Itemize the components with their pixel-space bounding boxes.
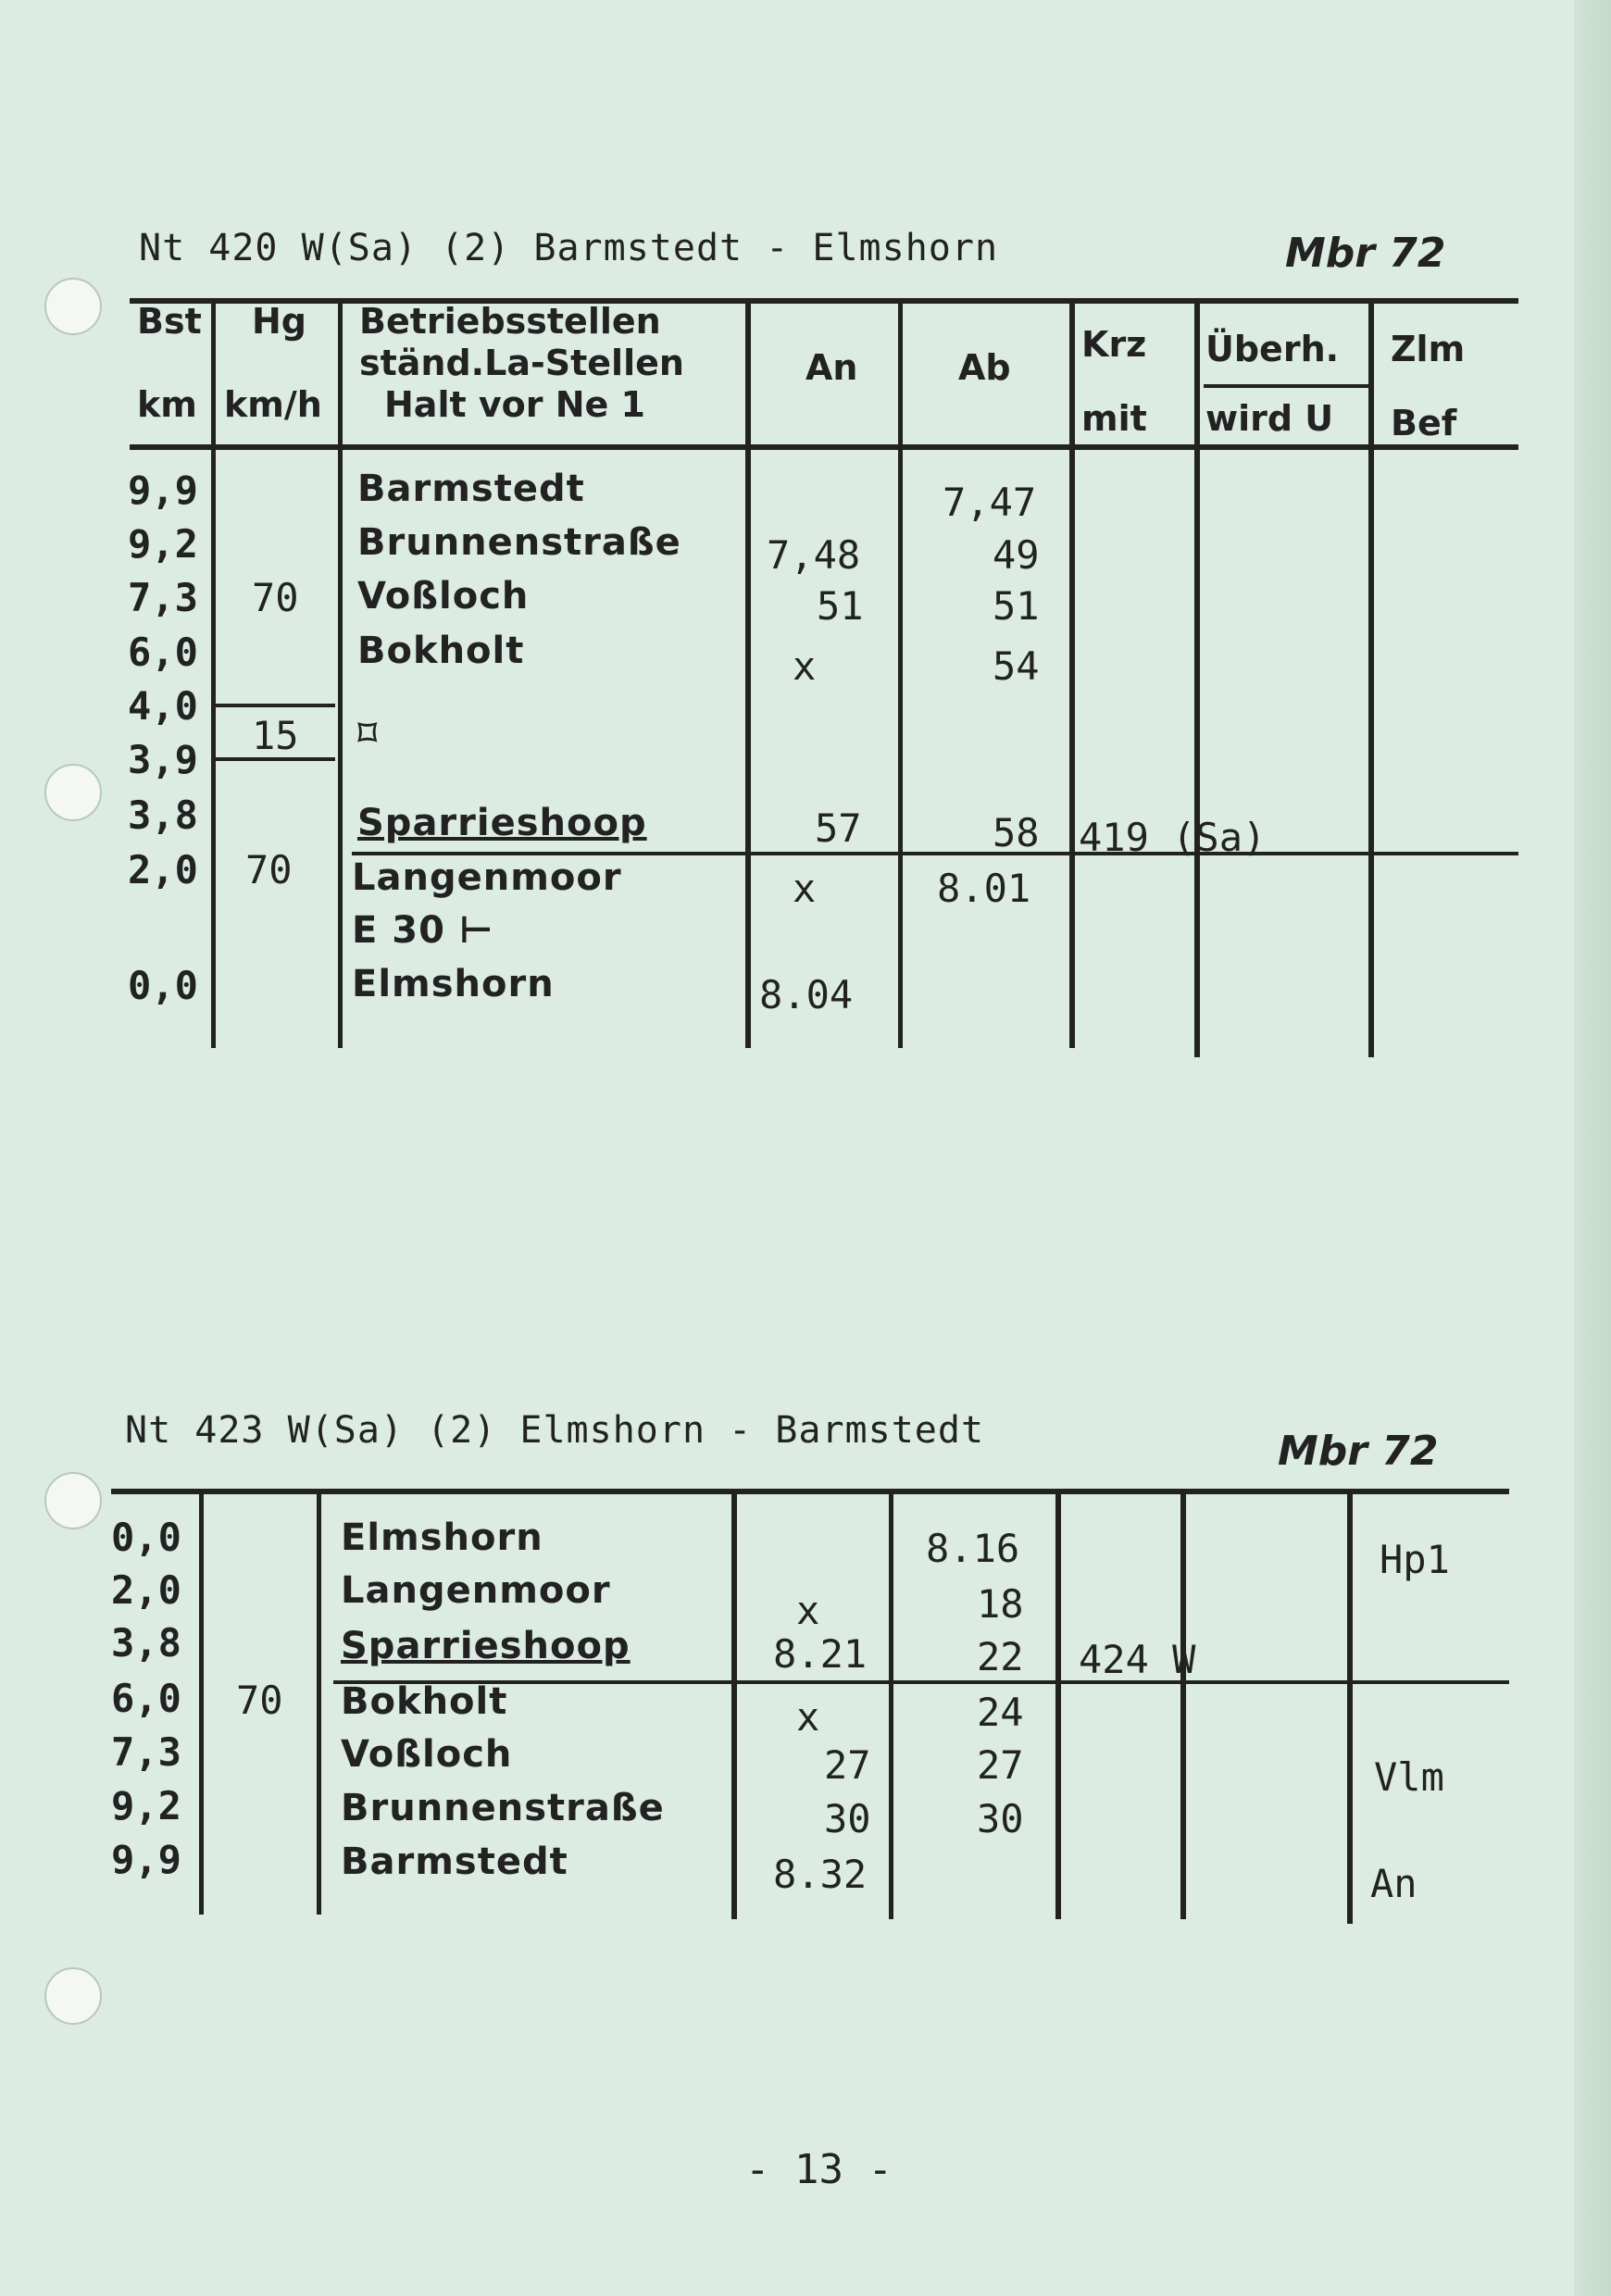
table2-section-rule [333,1680,1509,1684]
table1-col-line [898,298,903,1048]
table1-col-line [1194,298,1200,1057]
table2-col-line [1347,1489,1353,1924]
t1-station: Brunnenstraße [357,521,681,564]
punch-hole [44,764,102,821]
header-betriebsstellen: Betriebsstellen [359,301,661,342]
table1-col-line [1368,298,1374,1057]
t1-station: Barmstedt [357,468,585,510]
t2-station: Elmshorn [341,1516,543,1559]
t2-station: Barmstedt [341,1841,568,1883]
t1-km: 7,3 [128,575,198,620]
t2-hg: 70 [236,1678,283,1723]
t2-an: 30 [824,1796,871,1841]
table2-title: Nt 423 W(Sa) (2) Elmshorn - Barmstedt [125,1409,985,1452]
t2-km: 6,0 [111,1676,181,1721]
t2-zlm: Vlm [1374,1754,1444,1800]
table1-col-line [745,298,751,1048]
t2-ab: 27 [977,1742,1024,1788]
t2-station: Sparrieshoop [341,1625,631,1667]
t1-an: 7,48 [767,532,861,578]
table2-col-line [317,1489,321,1915]
t1-km: 0,0 [128,963,198,1008]
t1-station: Langenmoor [352,856,622,899]
t1-ab: 7,47 [943,480,1037,525]
t1-an: x [793,643,817,689]
page-edge [1574,0,1611,2296]
t1-station: Elmshorn [352,963,555,1005]
punch-hole [44,1967,102,2025]
t1-an: 8.04 [759,972,854,1017]
table1-uberh-rule [1204,384,1370,388]
header-mit: mit [1081,398,1147,439]
t1-station: Bokholt [357,630,525,672]
table1-col-line [1069,298,1075,1048]
page-number: - 13 - [745,2146,893,2193]
t1-km: 6,0 [128,630,198,675]
t2-an: 27 [824,1742,871,1788]
t1-ab: 51 [993,583,1040,629]
t1-station: Voßloch [357,575,530,618]
t1-ab: 58 [993,810,1040,855]
header-an: An [806,347,858,388]
table2-col-line [1055,1489,1061,1919]
table1-col-line [211,298,216,1048]
punch-hole [44,278,102,335]
header-krz: Krz [1081,324,1147,365]
t1-ab: 8.01 [937,866,1031,911]
t2-km: 7,3 [111,1729,181,1775]
t2-km: 2,0 [111,1567,181,1613]
t1-km: 9,2 [128,521,198,567]
table1-title: Nt 420 W(Sa) (2) Barmstedt - Elmshorn [139,227,999,269]
t1-km: 3,8 [128,792,198,838]
punch-hole [44,1472,102,1529]
table2-col-line [889,1489,893,1919]
table2-col-line [731,1489,737,1919]
t1-symbol: ⌑ [357,713,379,755]
t2-ab: 30 [977,1796,1024,1841]
t1-hg: 70 [252,575,299,620]
header-km: km [137,384,197,425]
t2-an: 8.21 [773,1631,868,1677]
t2-ab: 22 [977,1634,1024,1679]
t1-an: 57 [815,805,862,851]
t1-hg: 70 [245,847,293,892]
t2-km: 9,2 [111,1783,181,1828]
table2-col-line [1180,1489,1186,1919]
t2-an: 8.32 [773,1852,868,1897]
t2-zlm: Hp1 [1380,1537,1450,1582]
t2-ab: 18 [977,1581,1024,1627]
t2-krz: 424 W [1079,1637,1196,1682]
header-uberh: Überh. [1205,329,1340,369]
header-zlm: Zlm [1391,329,1466,369]
t2-station: Bokholt [341,1680,508,1723]
table2-mbr: Mbr 72 [1278,1428,1439,1475]
t1-ab: 54 [993,643,1040,689]
table2-col-line [199,1489,204,1915]
t1-krz: 419 (Sa) [1079,815,1267,860]
header-wird: wird U [1205,398,1334,439]
table1-section-rule [352,852,1518,855]
t2-km: 0,0 [111,1515,181,1560]
t1-km: 9,9 [128,468,198,513]
header-kmh: km/h [224,384,322,425]
header-ab: Ab [958,347,1011,388]
t1-station: E 30 ⊢ [352,909,494,952]
t2-station: Langenmoor [341,1569,611,1612]
header-la-stellen: ständ.La-Stellen [359,343,684,383]
t1-km: 2,0 [128,847,198,892]
t1-hg: 15 [252,713,299,758]
table1-col-line [338,298,343,1048]
t2-station: Brunnenstraße [341,1787,665,1829]
t2-an: x [796,1694,820,1740]
table1-box-top [215,704,335,707]
t2-station: Voßloch [341,1733,513,1776]
t2-an: x [796,1588,820,1633]
header-bef: Bef [1391,403,1457,443]
t1-km: 4,0 [128,683,198,729]
t1-ab: 49 [993,532,1040,578]
t2-ab: 24 [977,1690,1024,1735]
t1-km: 3,9 [128,737,198,782]
t2-ab: 8.16 [926,1526,1020,1571]
header-halt: Halt vor Ne 1 [384,384,645,425]
t1-an: x [793,866,817,911]
t1-station: Sparrieshoop [357,802,647,844]
table1-mbr: Mbr 72 [1285,230,1446,277]
t2-zlm: An [1370,1861,1417,1906]
t1-an: 51 [817,583,864,629]
header-hg: Hg [252,301,307,342]
t2-km: 3,8 [111,1620,181,1666]
header-bst: Bst [137,301,202,342]
t2-km: 9,9 [111,1837,181,1882]
